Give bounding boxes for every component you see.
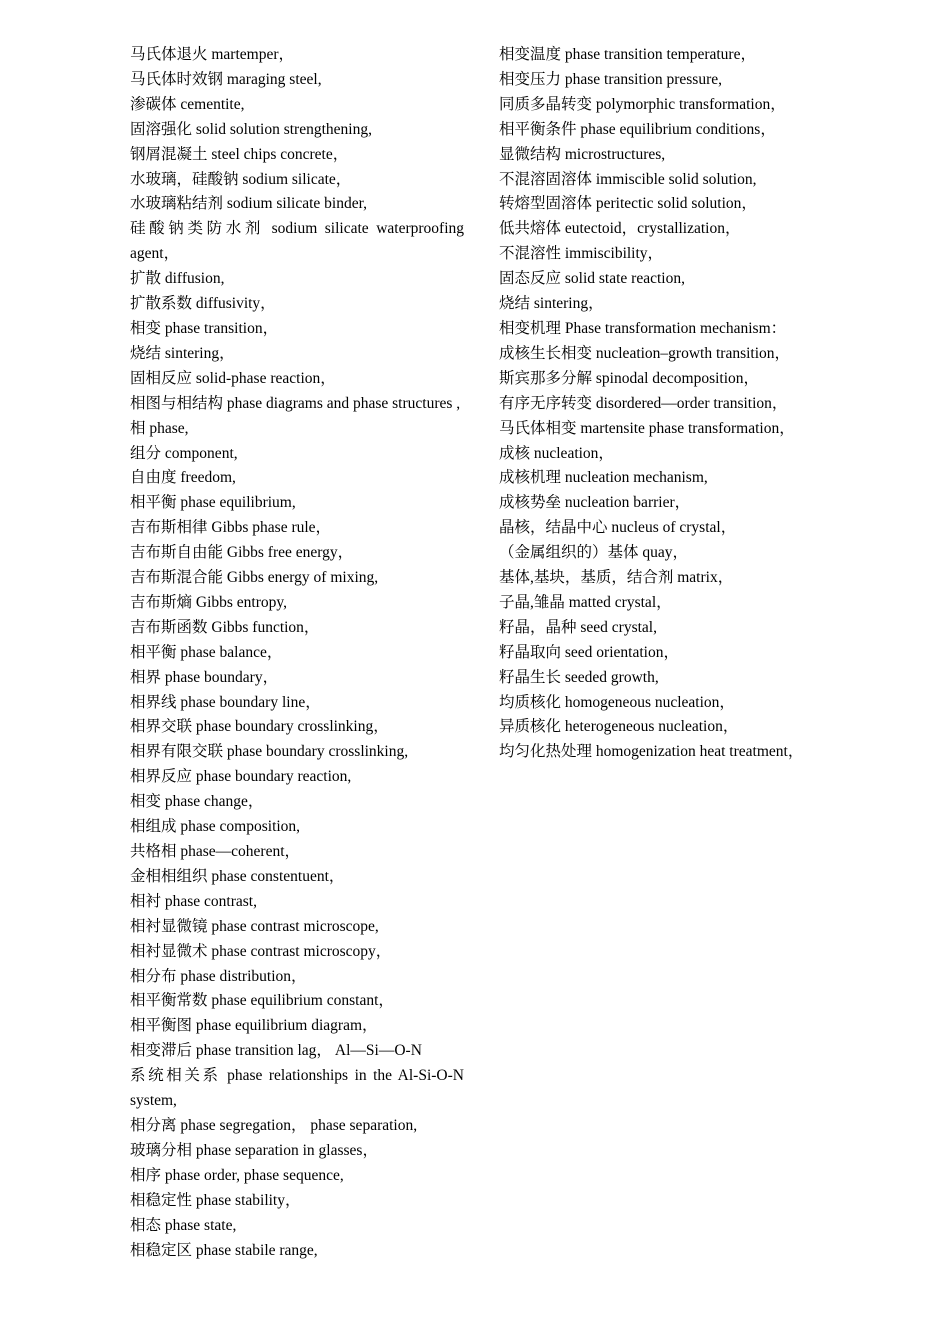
glossary-entry: 相分离 phase segregation， phase separation, xyxy=(130,1116,418,1134)
glossary-entry: 相序 phase order, phase sequence, xyxy=(130,1166,344,1184)
glossary-entry: 自由度 freedom, xyxy=(130,469,236,487)
glossary-entry: 不混溶性 immiscibility， xyxy=(499,245,664,263)
glossary-entry: 马氏体退火 martemper， xyxy=(130,46,295,63)
glossary-entry: 相衬显微术 phase contrast microscopy， xyxy=(130,942,392,960)
glossary-entry: 相变压力 phase transition pressure, xyxy=(499,70,722,88)
glossary-entry: 马氏体时效钢 maraging steel, xyxy=(130,70,322,88)
glossary-entry: 相平衡常数 phase equilibrium constant， xyxy=(130,992,394,1010)
glossary-entry: 烧结 sintering， xyxy=(130,344,235,362)
glossary-entry: 水玻璃粘结剂 sodium silicate binder, xyxy=(130,195,368,213)
glossary-entry: 基体,基块，基质，结合剂 matrix， xyxy=(499,569,734,587)
glossary-entry: 低共熔体 eutectoid，crystallization， xyxy=(499,220,741,238)
glossary-entry: 相界反应 phase boundary reaction, xyxy=(130,768,352,786)
glossary-entry: 斯宾那多分解 spinodal decomposition， xyxy=(499,369,760,387)
glossary-entry: 相界交联 phase boundary crosslinking， xyxy=(130,718,389,736)
glossary-entry: 均质核化 homogeneous nucleation， xyxy=(499,693,735,711)
glossary-entry: 相变 phase transition， xyxy=(130,319,279,337)
glossary-entry: 扩散 diffusion, xyxy=(130,270,225,288)
glossary-entry: 子晶,雏晶 matted crystal， xyxy=(499,593,672,611)
glossary-entry: 相稳定区 phase stabile range, xyxy=(130,1241,318,1259)
glossary-entry: 烧结 sintering， xyxy=(499,295,604,313)
glossary-entry: 固态反应 solid state reaction, xyxy=(499,270,685,288)
glossary-entry: 异质核化 heterogeneous nucleation， xyxy=(499,718,739,736)
glossary-entry: 相平衡 phase balance， xyxy=(130,643,283,661)
glossary-entry: 固溶强化 solid solution strengthening, xyxy=(130,120,372,138)
glossary-entry: 有序无序转变 disordered—order transition， xyxy=(499,394,788,412)
glossary-entry: 渗碳体 cementite, xyxy=(130,95,245,113)
glossary-entry: 成核机理 nucleation mechanism, xyxy=(499,469,708,487)
glossary-entry: 钢屑混凝土 steel chips concrete， xyxy=(130,145,349,163)
glossary-entry: 相变 phase change， xyxy=(130,793,264,811)
glossary-entry: 成核生长相变 nucleation–growth transition， xyxy=(499,344,791,362)
glossary-entry: 相变温度 phase transition temperature， xyxy=(499,46,756,63)
glossary-entry: 相平衡 phase equilibrium, xyxy=(130,494,296,512)
glossary-entry: 晶核，结晶中心 nucleus of crystal， xyxy=(499,519,737,537)
glossary-entry: 相组成 phase composition, xyxy=(130,818,301,836)
glossary-entry: 共格相 phase—coherent， xyxy=(130,843,301,860)
glossary-entry: 吉布斯混合能 Gibbs energy of mixing, xyxy=(130,569,379,587)
glossary-entry: 相界 phase boundary， xyxy=(130,668,279,686)
glossary-entry: 相变滞后 phase transition lag， Al—Si—O-N xyxy=(130,1042,422,1060)
glossary-entry: 相变机理 Phase transformation mechanism： xyxy=(499,319,787,337)
glossary-entry: 系统相关系 phase relationships in the Al-Si-O-N system, xyxy=(130,1067,464,1110)
glossary-entry: 相衬显微镜 phase contrast microscope, xyxy=(130,917,379,935)
glossary-entry: 同质多晶转变 polymorphic transformation， xyxy=(499,95,786,113)
glossary-entry: 马氏体相变 martensite phase transformation， xyxy=(499,419,795,437)
glossary-entry: 相衬 phase contrast, xyxy=(130,892,257,910)
glossary-entry: 相界有限交联 phase boundary crosslinking, xyxy=(130,743,409,761)
glossary-entry: 籽晶生长 seeded growth, xyxy=(499,668,659,686)
glossary-right-column xyxy=(499,43,839,765)
glossary-entry: 相平衡条件 phase equilibrium conditions， xyxy=(499,120,776,138)
glossary-entry: 吉布斯相律 Gibbs phase rule， xyxy=(130,519,332,537)
glossary-entry: 组分 component, xyxy=(130,444,238,462)
glossary-entry: 固相反应 solid-phase reaction， xyxy=(130,369,336,387)
glossary-entry: 玻璃分相 phase separation in glasses， xyxy=(130,1141,378,1159)
glossary-entry: 转熔型固溶体 peritectic solid solution， xyxy=(499,195,757,213)
glossary-entry: 扩散系数 diffusivity， xyxy=(130,295,276,313)
glossary-entry: 吉布斯函数 Gibbs function， xyxy=(130,618,320,636)
glossary-entry: 籽晶取向 seed orientation， xyxy=(499,643,679,661)
glossary-entry: 成核势垒 nucleation barrier， xyxy=(499,494,691,512)
glossary-entry: （金属组织的）基体 quay， xyxy=(499,544,689,562)
glossary-entry: 硅酸钠类防水剂 sodium silicate waterproofing agent， xyxy=(130,220,464,263)
glossary-entry: 显微结构 microstructures, xyxy=(499,145,666,163)
glossary-entry: 成核 nucleation， xyxy=(499,444,614,462)
glossary-entry: 相分布 phase distribution， xyxy=(130,967,307,985)
glossary-entry: 相图与相结构 phase diagrams and phase structures , xyxy=(130,394,461,412)
glossary-entry: 相界线 phase boundary line， xyxy=(130,693,321,711)
glossary-entry: 相态 phase state, xyxy=(130,1216,237,1234)
glossary-entry: 金相相组织 phase constentuent， xyxy=(130,867,345,885)
glossary-entry: 相平衡图 phase equilibrium diagram， xyxy=(130,1017,378,1035)
glossary-entry: 吉布斯自由能 Gibbs free energy， xyxy=(130,544,354,562)
glossary-entry: 相 phase, xyxy=(130,419,189,437)
glossary-entry: 相稳定性 phase stability， xyxy=(130,1191,301,1209)
glossary-entry: 均匀化热处理 homogenization heat treatment， xyxy=(499,743,804,761)
glossary-entry: 吉布斯熵 Gibbs entropy, xyxy=(130,593,287,611)
glossary-entry: 水玻璃，硅酸钠 sodium silicate， xyxy=(130,170,352,188)
glossary-entry: 籽晶，晶种 seed crystal, xyxy=(499,618,657,636)
glossary-entry: 不混溶固溶体 immiscible solid solution, xyxy=(499,170,757,188)
glossary-left-column xyxy=(130,43,464,1263)
